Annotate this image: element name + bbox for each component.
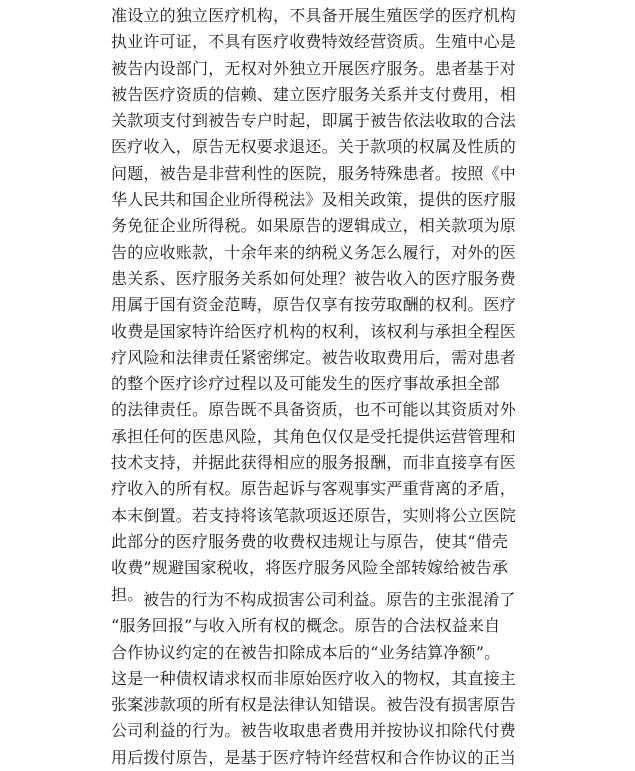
- text-line: 务免征企业所得税。如果原告的逻辑成立，相关款项为原: [111, 216, 517, 236]
- text-line: 用属于国有资金范畴，原告仅享有按劳取酬的权利。医疗: [111, 295, 517, 315]
- text-line: 的整个医疗诊疗过程以及可能发生的医疗事故承担全部: [111, 374, 500, 394]
- text-line: 关款项支付到被告专户时起，即属于被告依法收取的合法: [111, 111, 517, 131]
- text-line: 收费是国家特许给医疗机构的权利，该权利与承担全程医: [111, 321, 517, 341]
- text-line: 这是一种债权请求权而非原始医疗收入的物权，其直接主: [111, 668, 517, 688]
- text-line: 患关系、医疗服务关系如何处理？被告收入的医疗服务费: [111, 268, 517, 288]
- text-line: 收费”规避国家税收，将医疗服务风险全部转嫁给被告承: [111, 558, 509, 578]
- text-line: 此部分的医疗服务费的收费权违规让与原告，使其“借壳: [111, 531, 509, 551]
- text-line: 准设立的独立医疗机构，不具备开展生殖医学的医疗机构: [111, 6, 517, 25]
- paragraph-1: [111, 3, 541, 608]
- text-line: 疗风险和法律责任紧密绑定。被告收取费用后，需对患者: [111, 347, 517, 367]
- text-line: 担。: [111, 584, 144, 604]
- text-line: 的法律责任。原告既不具备资质，也不可能以其资质对外: [111, 400, 517, 420]
- text-line: 张案涉款项的所有权是法律认知错误。被告没有损害原告: [111, 695, 517, 715]
- text-line: 医疗收入，原告无权要求退还。关于款项的权属及性质的: [111, 137, 517, 157]
- text-line: 用后拨付原告，是基于医疗特许经营权和合作协议的正当: [111, 747, 517, 767]
- text-line: “服务回报”与收入所有权的概念。原告的合法权益来自: [111, 616, 501, 636]
- text-line: 技术支持，并据此获得相应的服务报酬，而非直接享有医: [111, 453, 517, 473]
- text-line: 合作协议约定的在被告扣除成本后的“业务结算净额”。: [111, 642, 501, 662]
- text-line: 告的应收账款，十余年来的纳税义务怎么履行，对外的医: [111, 242, 517, 262]
- text-line: 本末倒置。若支持将该笔款项返还原告，实则将公立医院: [111, 505, 517, 525]
- text-line: 执业许可证，不具有医疗收费特效经营资质。生殖中心是: [111, 32, 517, 52]
- text-line: 华人民共和国企业所得税法》及相关政策，提供的医疗服: [111, 190, 517, 210]
- text-line: 被告内设部门，无权对外独立开展医疗服务。患者基于对: [111, 58, 517, 78]
- paragraph-2: [111, 587, 541, 771]
- text-line: 问题，被告是非营利性的医院，服务特殊患者。按照《中: [111, 163, 517, 183]
- text-line: 被告的行为不构成损害公司利益。原告的主张混淆了: [143, 590, 516, 609]
- text-line: 公司利益的行为。被告收取患者费用并按协议扣除代付费: [111, 721, 517, 741]
- text-line: 被告医疗资质的信赖、建立医疗服务关系并支付费用，相: [111, 84, 517, 104]
- text-line: 承担任何的医患风险，其角色仅仅是受托提供运营管理和: [111, 426, 517, 446]
- text-line: 疗收入的所有权。原告起诉与客观事实严重背离的矛盾，: [111, 479, 517, 499]
